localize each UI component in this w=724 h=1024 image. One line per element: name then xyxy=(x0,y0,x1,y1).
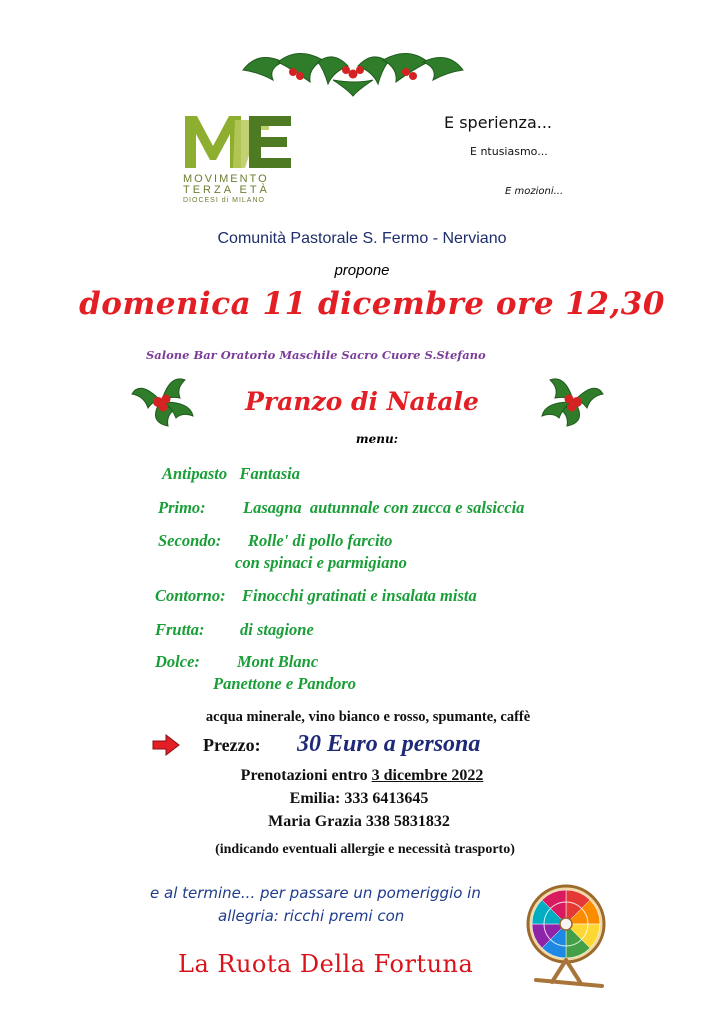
logo-mark xyxy=(183,112,295,179)
menu-frutta-label: Frutta: xyxy=(155,620,205,639)
contact-maria-grazia: Maria Grazia 338 5831832 xyxy=(268,813,450,830)
booking-date: 3 dicembre 2022 xyxy=(371,767,484,784)
contact-emilia: Emilia: 333 6413645 xyxy=(289,790,429,807)
menu-secondo-label: Secondo: xyxy=(158,531,222,550)
wheel-of-fortune-title: La Ruota Della Fortuna xyxy=(178,950,474,978)
menu-dolce-1: Mont Blanc xyxy=(237,652,319,671)
price-label: Prezzo: xyxy=(203,735,261,755)
propone-text: propone xyxy=(334,262,390,279)
menu-primo-label: Primo: xyxy=(158,498,206,517)
logo-line-1: MOVIMENTO xyxy=(183,173,269,185)
logo-line-2: TERZA ETÀ xyxy=(183,184,270,196)
logo-mark-icon xyxy=(183,112,295,170)
menu-contorno-label: Contorno: xyxy=(155,586,226,605)
event-date: domenica 11 dicembre ore 12,30 xyxy=(79,286,665,322)
event-venue: Salone Bar Oratorio Maschile Sacro Cuore S.Stefano xyxy=(146,348,486,362)
wheel-of-fortune-icon xyxy=(522,880,610,990)
menu-secondo-1: Rolle' di pollo farcito xyxy=(248,531,393,550)
holly-garland-icon xyxy=(238,40,468,100)
menu-contorno: Finocchi gratinati e insalata mista xyxy=(242,586,477,605)
closing-line-2: allegria: ricchi premi con xyxy=(218,907,405,925)
event-title: Pranzo di Natale xyxy=(245,387,479,416)
closing-line-1: e al termine... per passare un pomeriggio in xyxy=(150,884,481,902)
tagline-esperienza: E sperienza... xyxy=(444,113,552,132)
menu-secondo-2: con spinaci e parmigiano xyxy=(235,553,407,572)
menu-frutta: di stagione xyxy=(240,620,314,639)
menu-dolce-2: Panettone e Pandoro xyxy=(213,674,356,693)
menu-dolce-label: Dolce: xyxy=(155,652,200,671)
allergy-note: (indicando eventuali allergie e necessità trasporto) xyxy=(215,842,515,857)
tagline-emozioni: E mozioni... xyxy=(505,186,564,197)
drinks-line: acqua minerale, vino bianco e rosso, spumante, caffè xyxy=(205,709,531,725)
price-value: 30 Euro a persona xyxy=(297,731,481,757)
mte-logo xyxy=(183,112,298,202)
tagline-entusiasmo: E ntusiasmo... xyxy=(470,145,548,158)
menu-primo: Lasagna autunnale con zucca e salsiccia xyxy=(243,498,525,517)
menu-antipasto: Antipasto Fantasia xyxy=(162,464,301,483)
arrow-right-icon xyxy=(152,734,180,756)
booking-deadline xyxy=(0,767,724,785)
menu-label: menu: xyxy=(355,432,399,446)
logo-line-3: DIOCESI di MILANO xyxy=(183,197,265,204)
booking-prefix: Prenotazioni entro xyxy=(240,767,372,784)
community-name: Comunità Pastorale S. Fermo - Nerviano xyxy=(217,230,507,247)
